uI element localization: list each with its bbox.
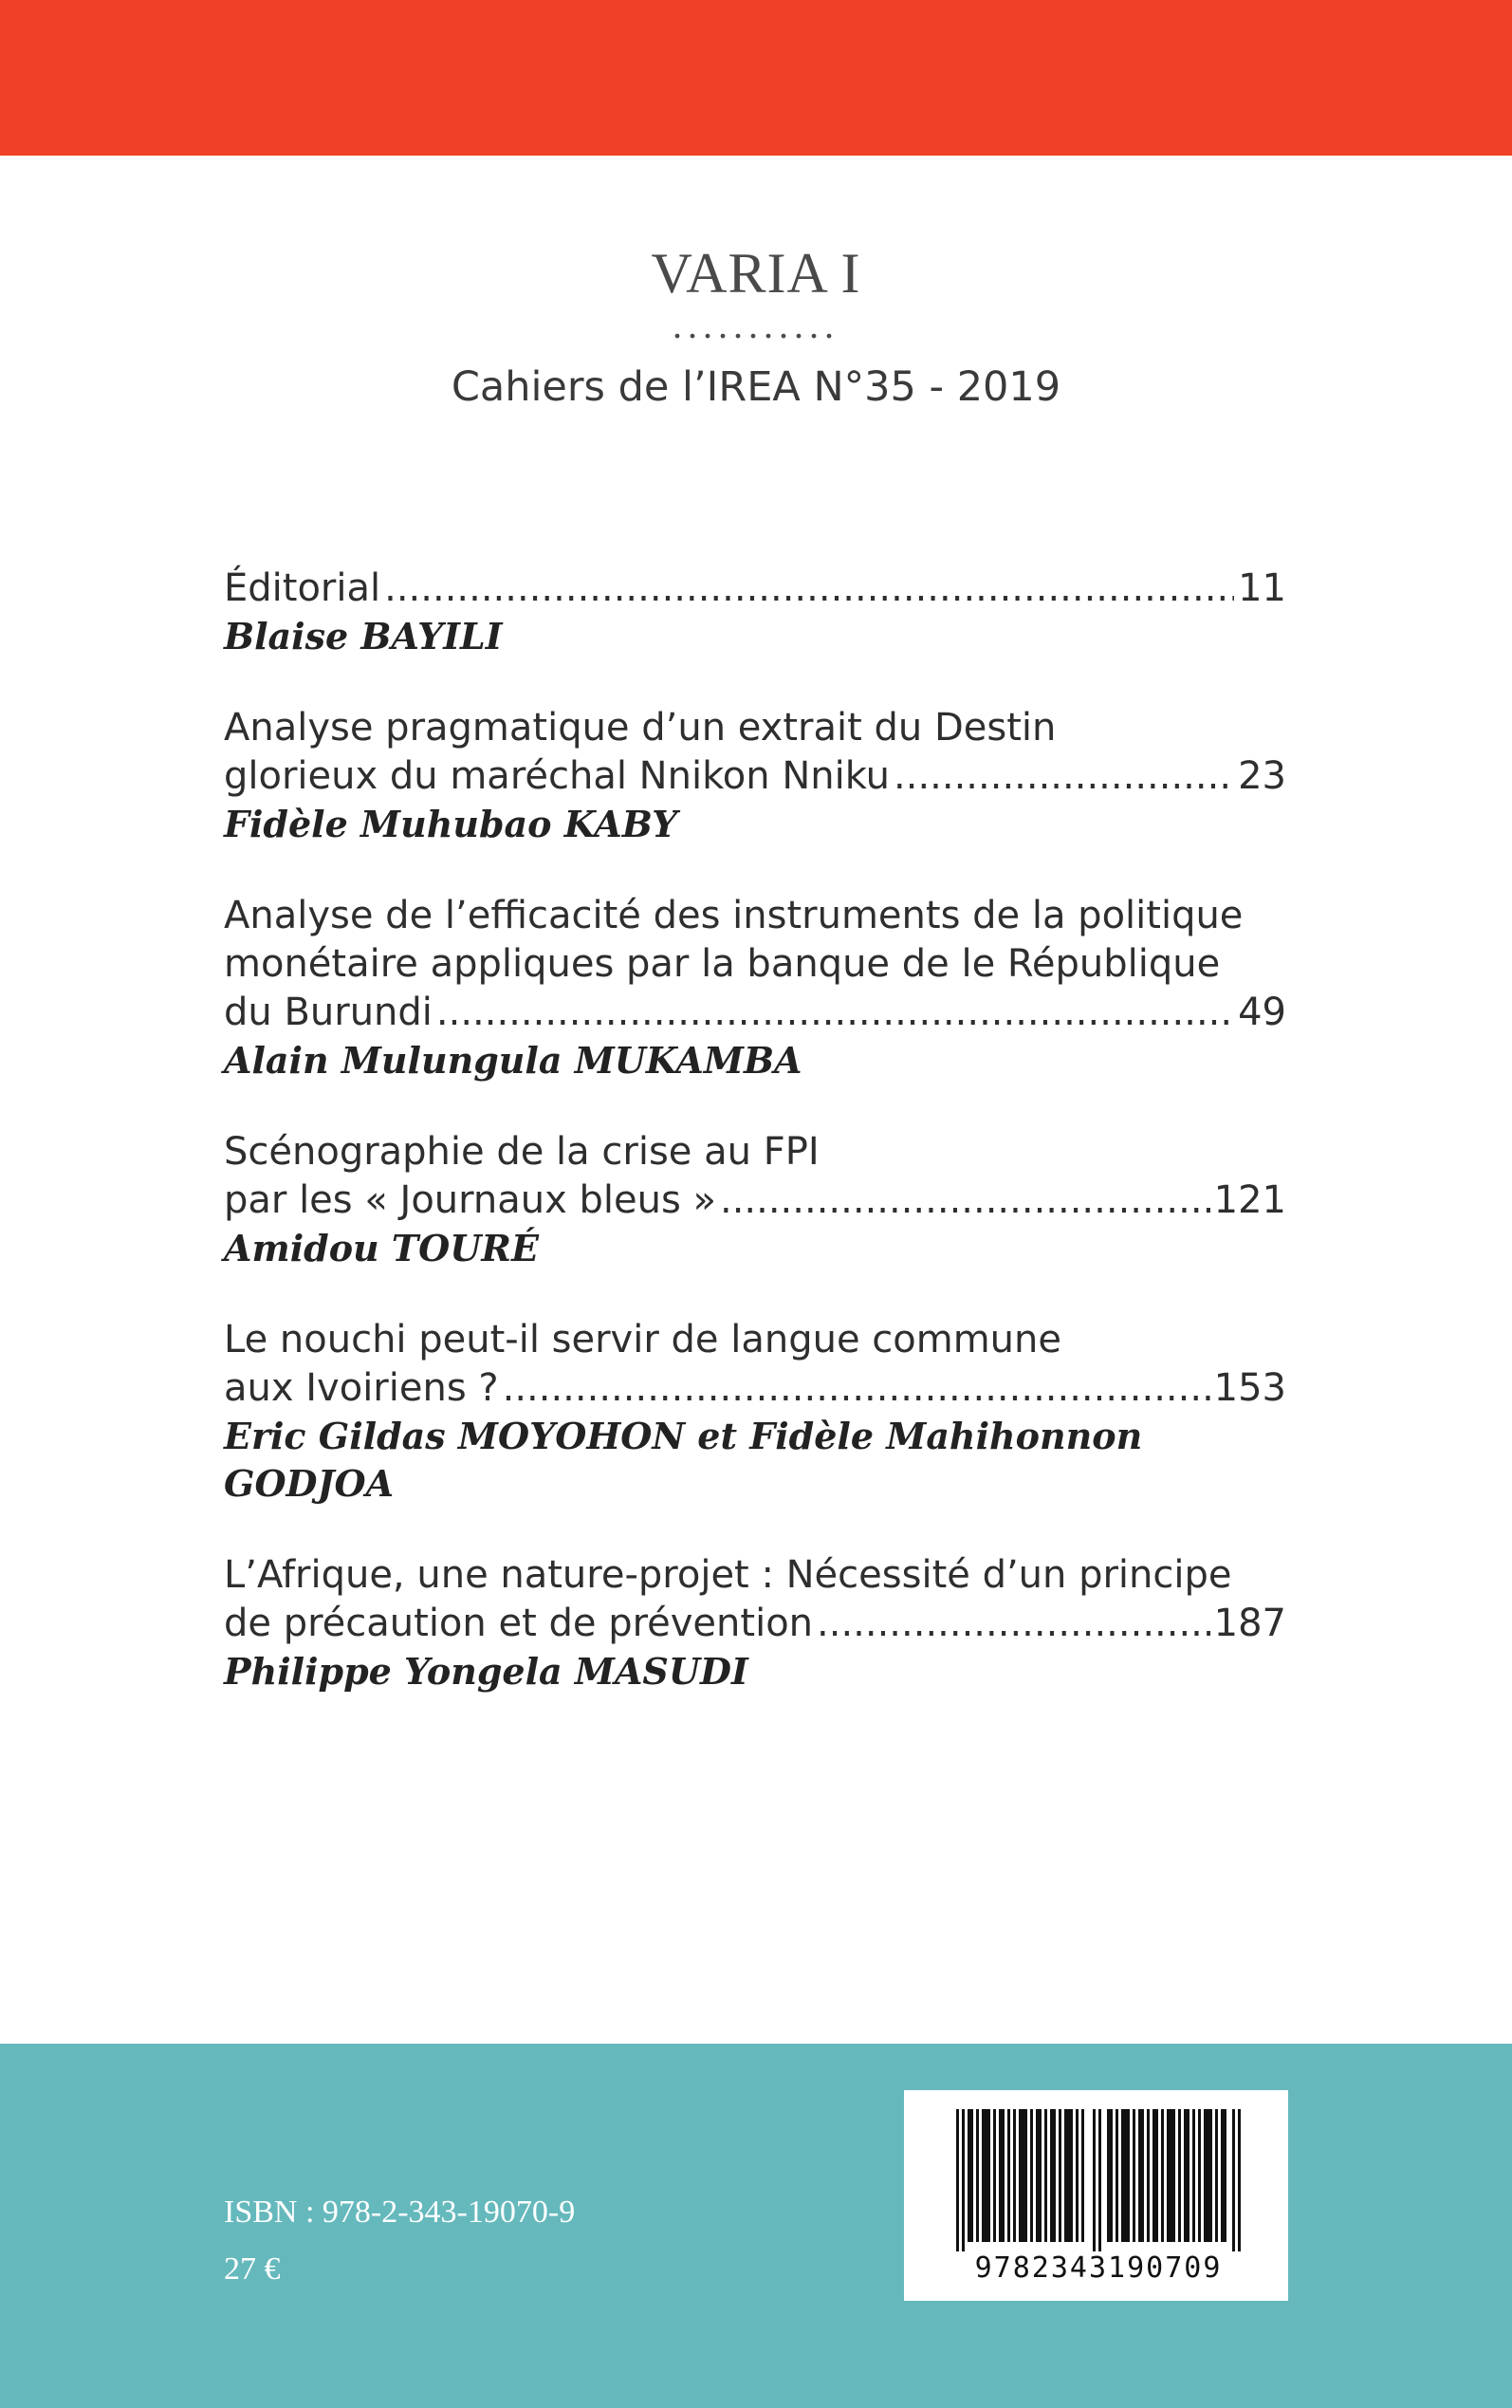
toc-title-line [224, 989, 1286, 1037]
toc-author: Philippe Yongela MASUDI [224, 1650, 748, 1693]
toc-entry [224, 704, 1286, 848]
toc-author: Eric Gildas MOYOHON et Fidèle Mahihonnon GODJOA [224, 1415, 1143, 1505]
toc-title-line [224, 1364, 1286, 1413]
toc-author: Amidou TOURÉ [224, 1227, 539, 1269]
toc-title-line [224, 752, 1286, 801]
toc-title-line: Scénographie de la crise au FPI [224, 1130, 820, 1174]
title-block [0, 235, 1512, 416]
issue-subtitle: Cahiers de l’IREA N°35 - 2019 [451, 363, 1061, 411]
toc-author: Alain Mulungula MUKAMBA [224, 1039, 802, 1082]
dot-leader [436, 989, 1234, 1037]
barcode-digits: 9782343190709 [974, 2251, 1223, 2285]
toc-page-number: 153 [1213, 1366, 1286, 1410]
barcode [904, 2090, 1288, 2301]
toc-author: Blaise BAYILI [224, 615, 503, 658]
toc-title-line: Le nouchi peut-il servir de langue commune [224, 1318, 1061, 1361]
toc-title-text: glorieux du maréchal Nnikon Nniku [224, 754, 891, 798]
dot-leader [720, 1176, 1210, 1225]
toc-title-line [224, 1600, 1286, 1648]
toc-entry [224, 1551, 1286, 1695]
dot-leader [894, 752, 1234, 801]
toc-page-number: 23 [1238, 754, 1286, 798]
barcode-bars-icon [956, 2109, 1241, 2251]
toc-title-text: de précaution et de prévention [224, 1602, 814, 1645]
toc-entry [224, 892, 1286, 1084]
toc-entry [224, 565, 1286, 660]
toc-page-number: 121 [1213, 1178, 1286, 1222]
series-title: VARIA I [651, 242, 861, 305]
toc-page-number: 11 [1238, 566, 1286, 610]
toc-title-text: du Burundi [224, 991, 433, 1034]
toc-title-text: aux Ivoiriens ? [224, 1366, 499, 1410]
dot-leader [817, 1600, 1210, 1648]
dot-leader [384, 565, 1234, 613]
toc-title-line [224, 1176, 1286, 1225]
price-text: 27 € [224, 2251, 281, 2287]
toc-page-number: 187 [1213, 1602, 1286, 1645]
isbn-text: ISBN : 978-2-343-19070-9 [224, 2195, 576, 2230]
toc-page-number: 49 [1238, 991, 1286, 1034]
toc-title-line: Analyse pragmatique d’un extrait du Destin [224, 706, 1057, 750]
toc-entry [224, 1128, 1286, 1272]
dot-divider: ........... [673, 304, 839, 346]
toc-title-line [224, 565, 1286, 613]
toc-title-text: Éditorial [224, 566, 381, 610]
toc-title-line: L’Afrique, une nature-projet : Nécessité d’un principe [224, 1553, 1232, 1597]
toc-entry [224, 1316, 1286, 1508]
toc-title-text: par les « Journaux bleus » [224, 1178, 716, 1222]
dot-leader [503, 1364, 1210, 1413]
toc-author: Fidèle Muhubao KABY [224, 803, 678, 845]
top-color-band [0, 0, 1512, 156]
table-of-contents [224, 565, 1286, 1739]
toc-title-line: Analyse de l’efficacité des instruments de la politique [224, 894, 1244, 937]
toc-title-line: monétaire appliques par la banque de le République [224, 942, 1221, 986]
